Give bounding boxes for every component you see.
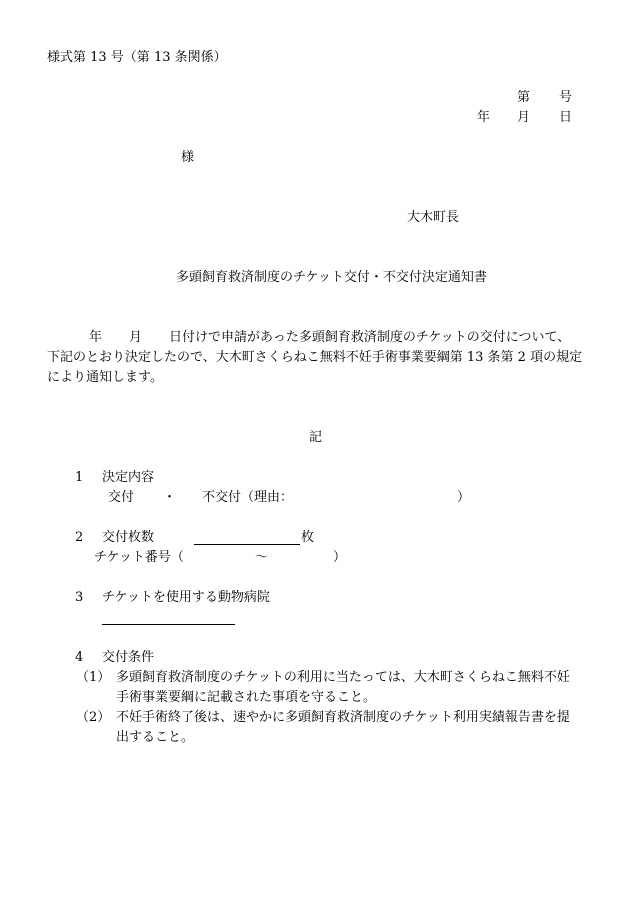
item4-number: 4 <box>75 650 84 665</box>
item1-issue-option: 交付 <box>108 490 135 505</box>
item4-condition1-number: （1） <box>76 670 111 685</box>
form-number: 様式第 13 号（第 13 条関係） <box>47 50 227 65</box>
item1-separator: ・ <box>163 490 177 505</box>
body-line-1: 日付けで申請があった多頭飼育救済制度のチケットの交付について、 <box>169 330 571 345</box>
number-label-go: 号 <box>559 90 573 105</box>
item1-non-issue-option: 不交付（理由： <box>202 490 294 505</box>
item3-hospital-blank-line <box>102 624 235 625</box>
body-year-label: 年 <box>89 330 103 345</box>
issuer-name: 大木町長 <box>407 210 460 225</box>
item2-close-paren: ） <box>333 550 347 565</box>
ki-heading: 記 <box>309 430 323 445</box>
body-line-3: により通知します。 <box>47 370 163 385</box>
item1-close-paren: ） <box>457 490 471 505</box>
body-month-label: 月 <box>129 330 143 345</box>
item2-tilde: 〜 <box>255 550 269 565</box>
item2-label: 交付枚数 <box>102 530 155 545</box>
number-label-dai: 第 <box>517 90 531 105</box>
item2-count-blank-line <box>194 544 300 545</box>
item2-unit: 枚 <box>301 530 315 545</box>
item3-number: 3 <box>75 590 84 605</box>
item3-label: チケットを使用する動物病院 <box>102 590 270 605</box>
item4-label: 交付条件 <box>102 650 155 665</box>
date-month-label: 月 <box>517 110 531 125</box>
item1-number: 1 <box>75 470 84 485</box>
item4-condition2-line2: 出すること。 <box>116 730 195 745</box>
item4-condition1-line2: 手術事業要綱に記載された事項を守ること。 <box>116 690 377 705</box>
body-line-2: 下記のとおり決定したので、大木町さくらねこ無料不妊手術事業要綱第 13 条第 2 項の規定 <box>47 350 583 365</box>
item2-ticket-number-label: チケット番号（ <box>94 550 184 565</box>
item4-condition1-line1: 多頭飼育救済制度のチケットの利用に当たっては、大木町さくらねこ無料不妊 <box>116 670 570 685</box>
recipient-suffix: 様 <box>181 150 195 165</box>
date-day-label: 日 <box>559 110 573 125</box>
item1-label: 決定内容 <box>102 470 155 485</box>
item2-number: 2 <box>75 530 84 545</box>
item4-condition2-number: （2） <box>76 710 111 725</box>
date-year-label: 年 <box>477 110 491 125</box>
document-title: 多頭飼育救済制度のチケット交付・不交付決定通知書 <box>176 270 487 285</box>
item4-condition2-line1: 不妊手術終了後は、速やかに多頭飼育救済制度のチケット利用実績報告書を提 <box>116 710 570 725</box>
